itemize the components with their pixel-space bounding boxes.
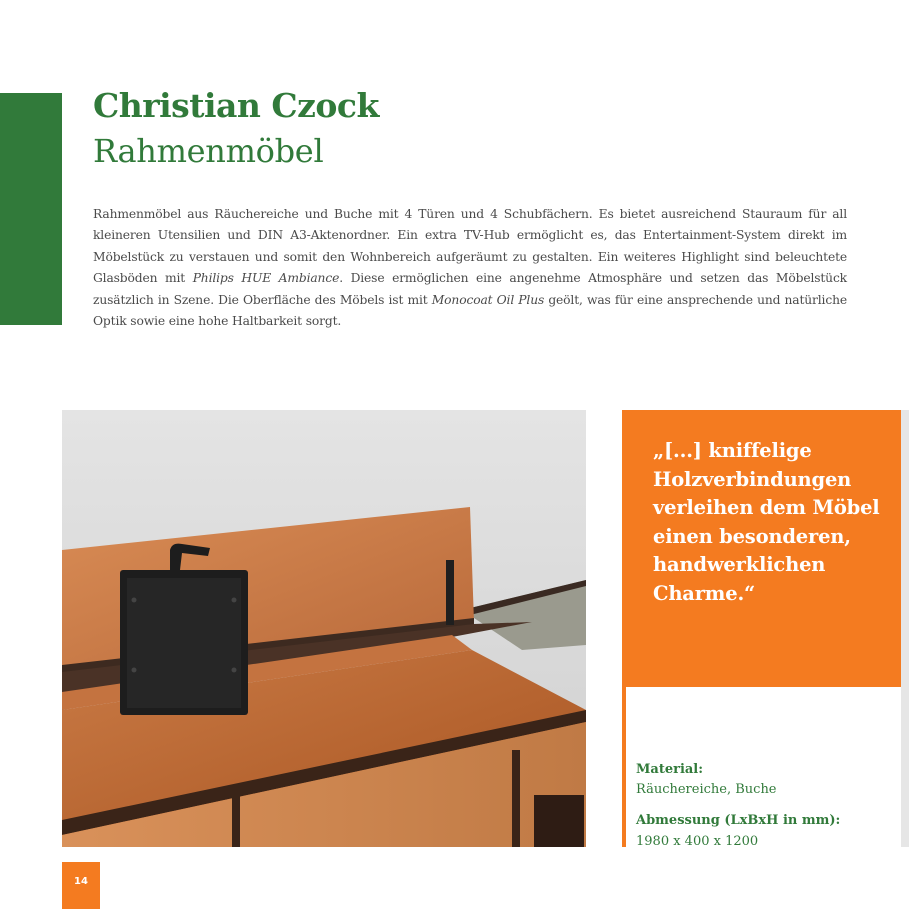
page-edge [901, 410, 909, 847]
material-value: Räuchereiche, Buche [636, 782, 777, 797]
description-part-2: . Diese ermöglichen eine angenehme Atmosphäre und setzen das Möbelstück zusätzlich in Szene. Die Oberfläche des Möbels ist mit [93, 271, 847, 307]
dimensions-label: Abmessung (LxBxH in mm): [636, 813, 841, 828]
brand-monocoat: Monocoat Oil Plus [431, 292, 545, 307]
material-label: Material: [636, 762, 704, 777]
description-text [93, 204, 847, 332]
furniture-photo [62, 410, 586, 847]
pull-quote: „[...] kniffelige Holzverbindungen verleihen dem Möbel einen besonderen, handwerklichen Charme.“ [653, 439, 880, 605]
accent-bar [0, 93, 62, 325]
dimensions-value: 1980 x 400 x 1200 [636, 834, 759, 849]
brand-philips: Philips HUE Ambiance [192, 271, 340, 286]
page-number: 14 [74, 876, 88, 887]
designer-name: Christian Czock [93, 86, 379, 125]
description-part-1: Rahmenmöbel aus Räuchereiche und Buche mit 4 Türen und 4 Schubfächern. Es bietet ausreichend Stauraum für all kleineren Utensilien und DIN A3-Aktenordner. Ein extra TV-Hub ermöglicht es, das Entertainment-System direkt im Möbelstück zu verstauen und somit den Wohnbereich aufgeräumt zu gestalten. Ein weiteres Highlight sind beleuchtete Glasböden mit [93, 207, 847, 286]
description-part-3: geölt, was für eine ansprechende und natürliche Optik sowie eine hohe Haltbarkeit sorgt. [93, 292, 847, 329]
spec-rule [622, 687, 626, 847]
product-title: Rahmenmöbel [93, 132, 324, 170]
